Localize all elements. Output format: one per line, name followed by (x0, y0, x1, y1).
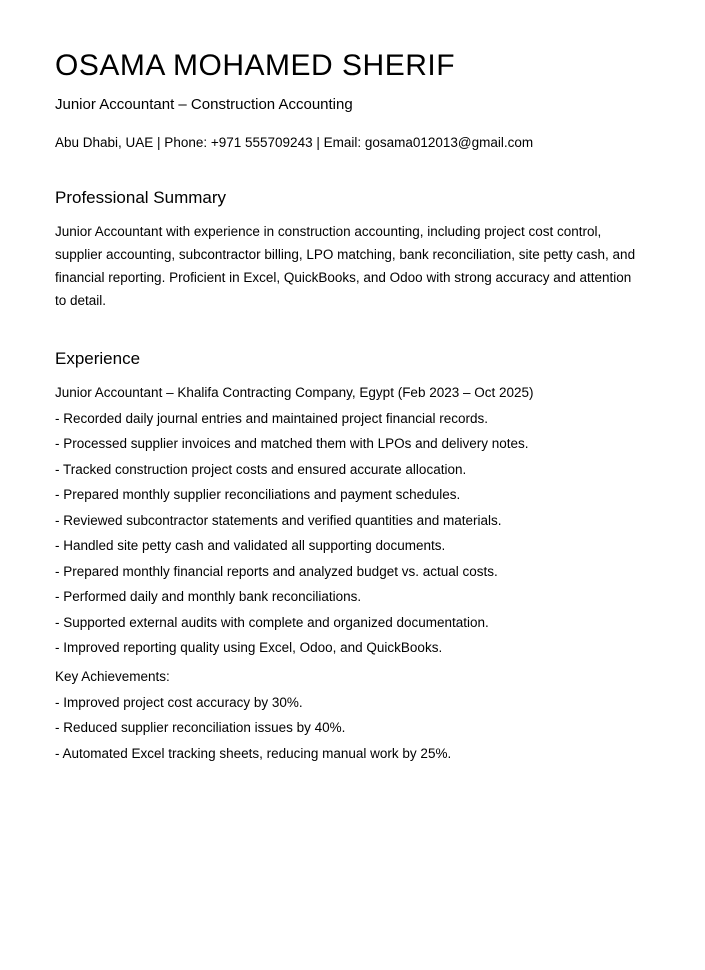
experience-bullet: - Supported external audits with complete and organized documentation. (55, 614, 489, 630)
achievement-bullet: - Reduced supplier reconciliation issues by 40%. (55, 720, 346, 735)
experience-bullet: - Prepared monthly supplier reconciliations and payment schedules. (55, 487, 461, 502)
experience-bullet: - Prepared monthly financial reports and analyzed budget vs. actual costs. (55, 563, 498, 579)
resume-name: OSAMA MOHAMED SHERIF (55, 49, 456, 82)
experience-bullet: - Processed supplier invoices and matched them with LPOs and delivery notes. (55, 436, 529, 451)
experience-bullet: - Recorded daily journal entries and maintained project financial records. (55, 410, 488, 426)
achievement-bullet: - Automated Excel tracking sheets, reducing manual work by 25%. (55, 745, 452, 761)
summary-paragraph: Junior Accountant with experience in construction accounting, including project cost control, supplier accounting, subcontractor billing, LPO matching, bank reconciliation, site petty cash, and financial reporting. Proficient in Excel, QuickBooks, and Odoo with strong accuracy and attention to detail. (55, 224, 636, 308)
section-heading-professional-summary: Professional Summary (55, 188, 227, 207)
experience-bullet: - Tracked construction project costs and ensured accurate allocation. (55, 461, 467, 477)
experience-bullet: - Improved reporting quality using Excel, Odoo, and QuickBooks. (55, 640, 443, 655)
experience-bullet: - Reviewed subcontractor statements and verified quantities and materials. (55, 512, 502, 528)
resume-title: Junior Accountant – Construction Accounting (55, 96, 353, 113)
section-heading-experience: Experience (55, 349, 141, 368)
contact-line: Abu Dhabi, UAE | Phone: +971 555709243 | Email: gosama012013@gmail.com (55, 135, 534, 150)
experience-bullet: - Handled site petty cash and validated all supporting documents. (55, 538, 446, 553)
experience-bullet: - Performed daily and monthly bank reconciliations. (55, 589, 362, 604)
job-title-line: Junior Accountant – Khalifa Contracting Company, Egypt (Feb 2023 – Oct 2025) (55, 385, 534, 400)
achievements-heading: Key Achievements: (55, 669, 170, 684)
achievement-bullet: - Improved project cost accuracy by 30%. (55, 694, 303, 710)
resume-content (55, 48, 640, 762)
